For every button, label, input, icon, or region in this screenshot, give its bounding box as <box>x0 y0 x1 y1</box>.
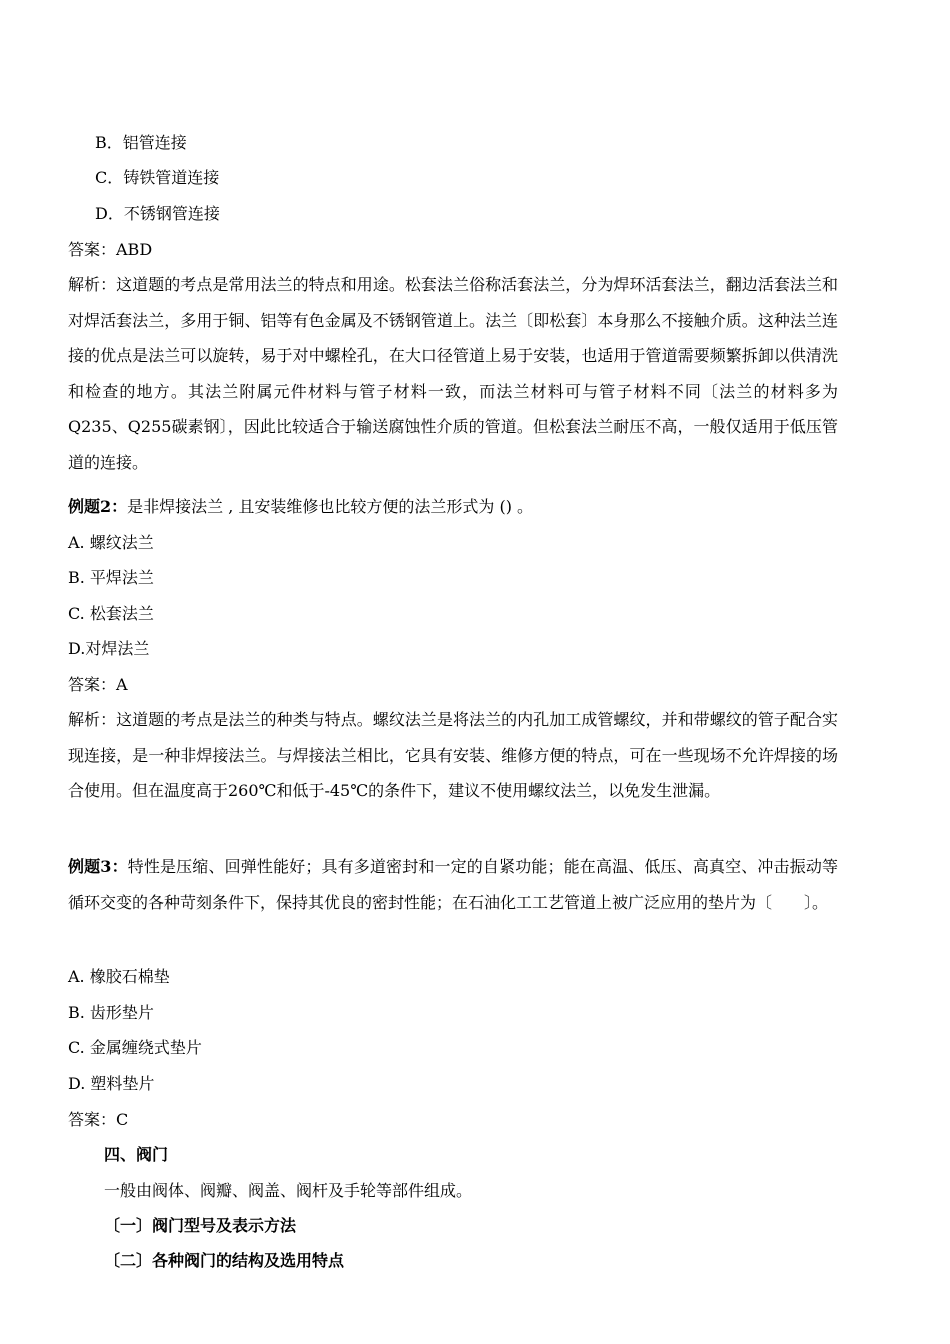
q2-option-a: A. 螺纹法兰 <box>68 533 154 552</box>
section-text: 一般由阀体、阀瓣、阀盖、阀杆及手轮等部件组成。 <box>104 1181 473 1200</box>
q1-analysis: 解析：这道题的考点是常用法兰的特点和用途。松套法兰俗称活套法兰，分为焊环活套法兰，翻边活套法兰和对焊活套法兰，多用于铜、铝等有色金属及不锈钢管道上。法兰〔即松套〕本身那么不接触介质。这种法兰连接的优点是法兰可以旋转，易于对中螺栓孔，在大口径管道上易于安装，也适用于管道需要频繁拆卸以供清洗和检查的地方。其法兰附属元件材料与管子材料一致，而法兰材料可与管子材料不同〔法兰的材料多为Q235、Q255碳素钢〕，因此比较适合于输送腐蚀性介质的管道。但松套法兰耐压不高，一般仅适用于低压管道的连接。 <box>68 275 838 472</box>
subsection-title-1: 〔一〕阀门型号及表示方法 <box>104 1216 297 1235</box>
q3-answer: 答案：C <box>68 1110 129 1129</box>
q3-option-c: C. 金属缠绕式垫片 <box>68 1038 202 1057</box>
subsection-title-2: 〔二〕各种阀门的结构及选用特点 <box>104 1251 345 1270</box>
q3-option-a: A. 橡胶石棉垫 <box>68 967 170 986</box>
q2-option-b: B. 平焊法兰 <box>68 568 154 587</box>
section-title: 四、阀门 <box>104 1145 169 1164</box>
q2-answer: 答案：A <box>68 675 128 694</box>
q2-label: 例题2： <box>68 497 128 516</box>
q1-option-d: D．不锈钢管连接 <box>95 204 220 223</box>
q2-option-d: D.对焊法兰 <box>68 639 150 658</box>
q3-option-b: B. 齿形垫片 <box>68 1003 154 1022</box>
q3-question <box>68 849 838 920</box>
q3-label: 例题3： <box>68 857 128 876</box>
q2-question <box>68 497 533 517</box>
q1-option-b: B．铝管连接 <box>95 133 187 152</box>
q2-option-c: C. 松套法兰 <box>68 604 154 623</box>
q3-option-d: D. 塑料垫片 <box>68 1074 155 1093</box>
q1-option-c: C．铸铁管道连接 <box>95 168 220 187</box>
q3-stem: 特性是压缩、回弹性能好；具有多道密封和一定的自紧功能；能在高温、低压、高真空、冲击振动等循环交变的各种苛刻条件下，保持其优良的密封性能；在石油化工工艺管道上被广泛应用的垫片为〔 〕。 <box>68 857 838 912</box>
q2-stem: 是非焊接法兰 , 且安装维修也比较方便的法兰形式为 () 。 <box>127 497 534 516</box>
q1-answer: 答案：ABD <box>68 240 153 259</box>
q2-analysis: 解析：这道题的考点是法兰的种类与特点。螺纹法兰是将法兰的内孔加工成管螺纹，并和带螺纹的管子配合实现连接，是一种非焊接法兰。与焊接法兰相比，它具有安装、维修方便的特点，可在一些现场不允许焊接的场合使用。但在温度高于260℃和低于-45℃的条件下，建议不使用螺纹法兰，以免发生泄漏。 <box>68 710 838 801</box>
